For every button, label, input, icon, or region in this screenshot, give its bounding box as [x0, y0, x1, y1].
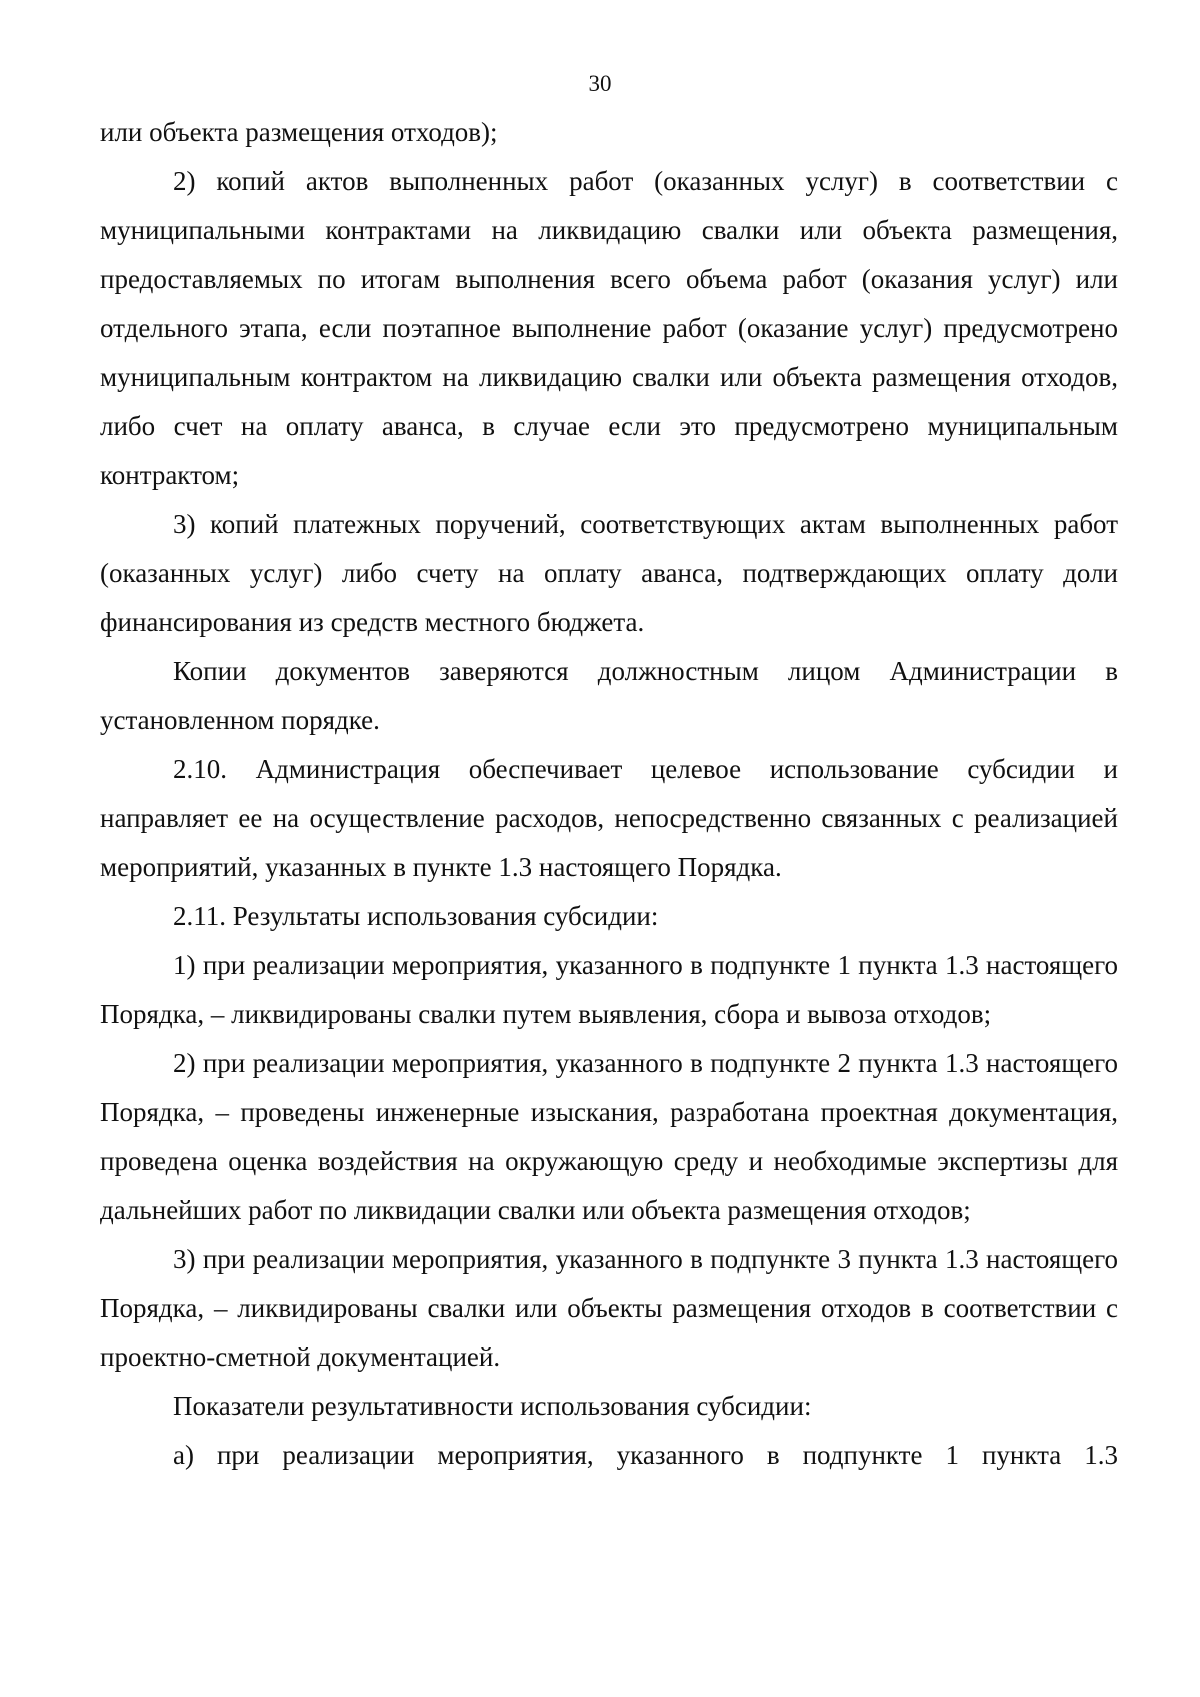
paragraph-copies-certification: Копии документов заверяются должностным лицом Администрации в установленном порядке.: [100, 656, 1118, 735]
document-body: [100, 108, 1118, 1480]
paragraph-2-10: 2.10. Администрация обеспечивает целевое использование субсидии и направляет ее на осуществление расходов, непосредственно связанных с реализацией мероприятий, указанных в пункте 1.3 настоящего Порядка.: [100, 754, 1118, 882]
paragraph-result-1: 1) при реализации мероприятия, указанного в подпункте 1 пункта 1.3 настоящего Порядка, – ликвидированы свалки путем выявления, сбора и вывоза отходов;: [100, 950, 1118, 1029]
paragraph-item-2-acts: 2) копий актов выполненных работ (оказанных услуг) в соответствии с муниципальными контрактами на ликвидацию свалки или объекта размещения, предоставляемых по итогам выполнения всего объема работ (оказания услуг) или отдельного этапа, если поэтапное выполнение работ (оказание услуг) предусмотрено муниципальным контрактом на ликвидацию свалки или объекта размещения отходов, либо счет на оплату аванса, в случае если это предусмотрено муниципальным контрактом;: [100, 166, 1118, 490]
paragraph-continuation: или объекта размещения отходов);: [100, 117, 498, 147]
paragraph-2-11-heading: 2.11. Результаты использования субсидии:: [173, 901, 659, 931]
paragraph-result-3: 3) при реализации мероприятия, указанного в подпункте 3 пункта 1.3 настоящего Порядка, – ликвидированы свалки или объекты размещения отходов в соответствии с проектно-сметной документацией.: [100, 1244, 1118, 1372]
paragraph-indicator-a: а) при реализации мероприятия, указанного в подпункте 1 пункта 1.3: [173, 1440, 1118, 1470]
paragraph-indicators-heading: Показатели результативности использования субсидии:: [173, 1391, 812, 1421]
paragraph-result-2: 2) при реализации мероприятия, указанного в подпункте 2 пункта 1.3 настоящего Порядка, – проведены инженерные изыскания, разработана проектная документация, проведена оценка воздействия на окружающую среду и необходимые экспертизы для дальнейших работ по ликвидации свалки или объекта размещения отходов;: [100, 1048, 1118, 1225]
paragraph-item-3-payment-orders: 3) копий платежных поручений, соответствующих актам выполненных работ (оказанных услуг) либо счету на оплату аванса, подтверждающих оплату доли финансирования из средств местного бюджета.: [100, 509, 1118, 637]
page-number: 30: [588, 71, 612, 96]
